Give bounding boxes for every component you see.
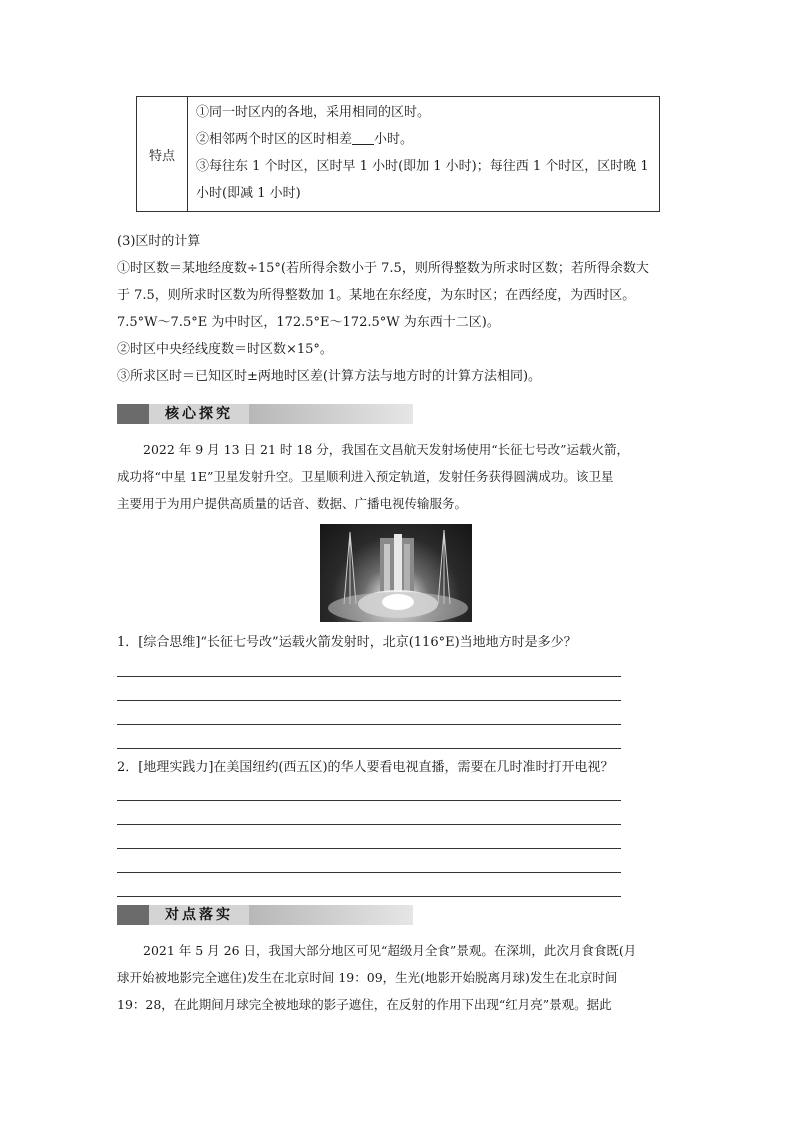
question-2: 2．[地理实践力]在美国纽约(西五区)的华人要看电视直播，需要在几时准时打开电视？ (117, 760, 614, 775)
explore-passage-2: 成功将“中星 1E”卫星发射升空。卫星顺利进入预定轨道，发射任务获得圆满成功。该卫星 (117, 469, 614, 484)
explore-passage-3: 主要用于为用户提供高质量的话音、数据、广播电视传输服务。 (117, 496, 468, 511)
answer-line[interactable] (117, 896, 621, 897)
section-header-accent (117, 905, 149, 925)
calc-line-5: ③所求区时＝已知区时±两地时区差(计算方法与地方时的计算方法相同)。 (117, 369, 542, 384)
calc-line-4: ②时区中央经线度数＝时区数×15°。 (117, 342, 333, 357)
feature-line-4: 小时(即减 1 小时) (196, 186, 301, 201)
question-1: 1．[综合思维]“长征七号改”运载火箭发射时，北京(116°E)当地地方时是多少？ (117, 635, 577, 650)
feature-line-2 (196, 126, 653, 153)
calc-heading: (3)区时的计算 (117, 234, 201, 249)
rocket-launch-illustration (320, 524, 472, 622)
section-title-explore: 核心探究 (149, 404, 249, 424)
section-header-accent (117, 404, 149, 424)
feature-line-3: ③每往东 1 个时区，区时早 1 小时(即加 1 小时)；每往西 1 个时区，区时晚 1 (196, 159, 649, 174)
answer-line[interactable] (117, 848, 621, 849)
fill-in-blank[interactable] (352, 130, 374, 145)
time-zone-feature-table (136, 96, 660, 212)
feature-line-1: ①同一时区内的各地，采用相同的区时。 (196, 105, 431, 120)
answer-line[interactable] (117, 748, 621, 749)
calc-line-1: ①时区数＝某地经度数÷15°(若所得余数小于 7.5，则所得整数为所求时区数；若所得余数大 (117, 261, 649, 276)
calc-line-3: 7.5°W～7.5°E 为中时区，172.5°E～172.5°W 为东西十二区)。 (117, 315, 500, 330)
feature-line-2-suffix: 小时。 (374, 132, 414, 147)
feature-content (188, 97, 660, 212)
feature-line-2-text: ②相邻两个时区的区时相差 (196, 132, 353, 147)
answer-line[interactable] (117, 724, 621, 725)
section-title-practice: 对点落实 (149, 905, 249, 925)
answer-line[interactable] (117, 676, 621, 677)
feature-label: 特点 (137, 97, 188, 212)
rocket-launch-photo (320, 524, 472, 622)
practice-passage-1: 2021 年 5 月 26 日，我国大部分地区可见“超级月全食”景观。在深圳，此次月食食既(月 (143, 943, 637, 958)
explore-passage-1: 2022 年 9 月 13 日 21 时 18 分，我国在文昌航天发射场使用“长征七号改”运载火箭， (143, 442, 630, 457)
answer-line[interactable] (117, 800, 621, 801)
practice-passage-2: 球开始被地影完全遮住)发生在北京时间 19：09，生光(地影开始脱离月球)发生在北京时间 (117, 970, 618, 985)
section-header-practice (117, 905, 413, 925)
practice-passage-3: 19：28，在此期间月球完全被地球的影子遮住，在反射的作用下出现“红月亮”景观。据此 (117, 997, 612, 1012)
answer-line[interactable] (117, 872, 621, 873)
answer-line[interactable] (117, 824, 621, 825)
answer-line[interactable] (117, 700, 621, 701)
section-header-explore (117, 404, 413, 424)
calc-line-2: 于 7.5，则所求时区数为所得整数加 1。某地在东经度，为东时区；在西经度，为西时区。 (117, 288, 636, 303)
